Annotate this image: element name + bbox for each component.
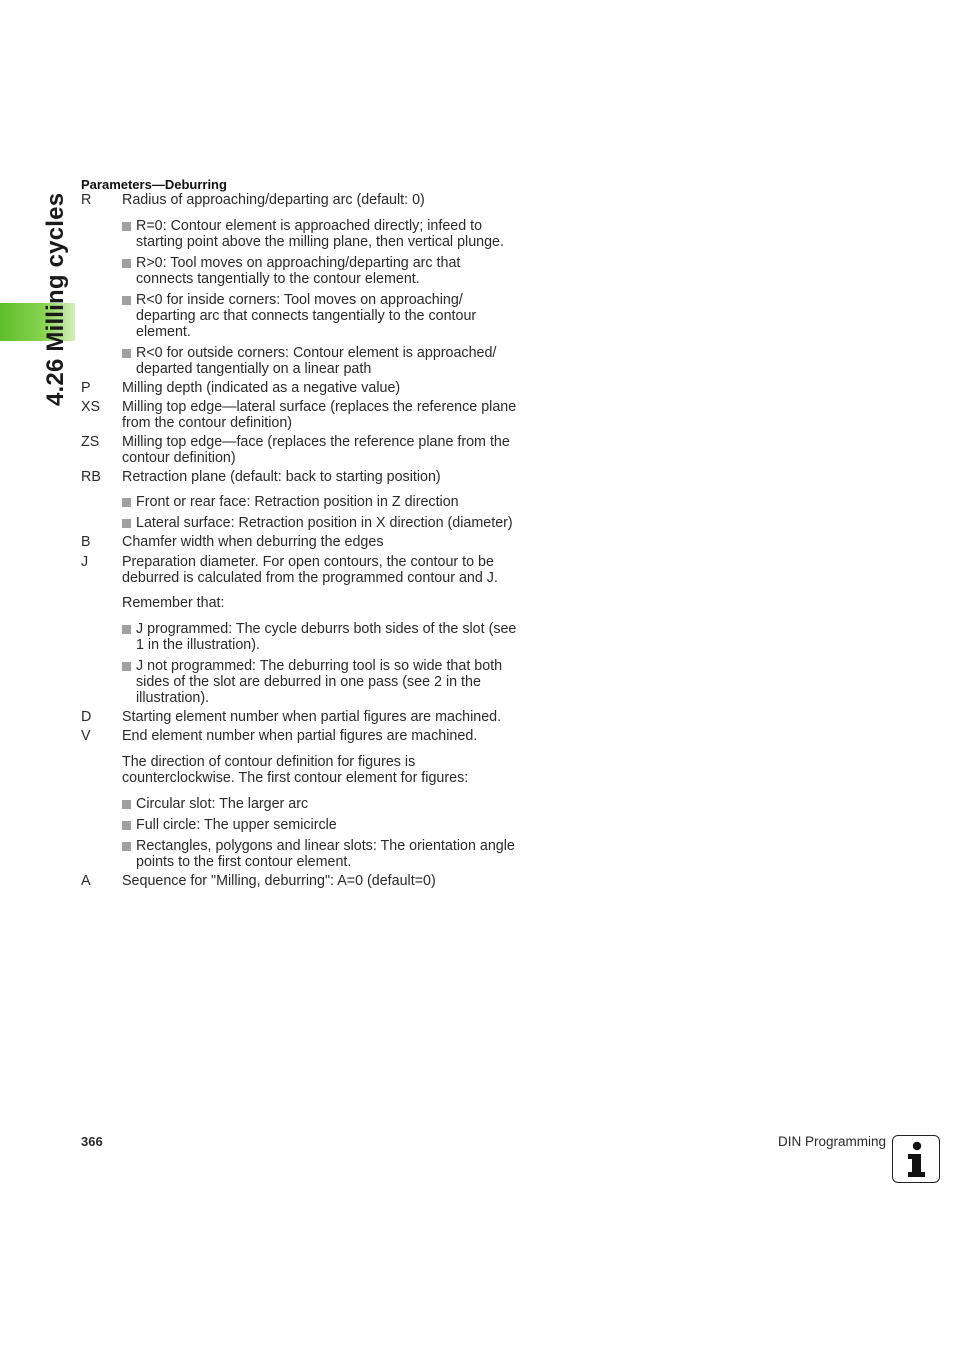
param-v-bullets — [122, 796, 521, 870]
list-item: R<0 for inside corners: Tool moves on approaching/ departing arc that connects tangentially to the contour element. — [122, 292, 521, 340]
param-key: A — [81, 873, 91, 889]
bullet-square-icon — [122, 222, 131, 231]
param-desc: Sequence for "Milling, deburring": A=0 (default=0) — [122, 873, 436, 889]
param-j-note: Remember that: — [122, 595, 225, 611]
param-a — [81, 873, 521, 889]
bullet-square-icon — [122, 259, 131, 268]
param-desc: Retraction plane (default: back to starting position) — [122, 469, 441, 485]
param-r-bullets — [122, 218, 521, 377]
page-number: 366 — [81, 1134, 103, 1149]
list-item: R<0 for outside corners: Contour element is approached/ departed tangentially on a linear path — [122, 345, 521, 377]
param-rb — [81, 469, 521, 485]
list-item: Lateral surface: Retraction position in X direction (diameter) — [122, 515, 521, 531]
bullet-square-icon — [122, 498, 131, 507]
list-item: R=0: Contour element is approached directly; infeed to starting point above the milling plane, then vertical plunge. — [122, 218, 521, 250]
list-item: J programmed: The cycle deburrs both sides of the slot (see 1 in the illustration). — [122, 621, 521, 653]
param-desc: Milling top edge—lateral surface (replaces the reference plane from the contour definition) — [122, 399, 517, 431]
chapter-side-title: 4.26 Milling cycles — [42, 192, 69, 406]
list-item: Front or rear face: Retraction position in Z direction — [122, 494, 521, 510]
param-j — [81, 554, 521, 586]
list-item: Circular slot: The larger arc — [122, 796, 521, 812]
bullet-square-icon — [122, 662, 131, 671]
param-p — [81, 380, 521, 396]
bullet-square-icon — [122, 800, 131, 809]
param-v-note: The direction of contour definition for figures is counterclockwise. The first contour element for figures: — [122, 754, 469, 786]
list-item: Rectangles, polygons and linear slots: The orientation angle points to the first contour element. — [122, 838, 521, 870]
param-rb-bullets — [122, 494, 521, 531]
info-icon — [892, 1135, 940, 1183]
param-desc: Starting element number when partial figures are machined. — [122, 709, 502, 725]
param-key: D — [81, 709, 92, 725]
bullet-square-icon — [122, 519, 131, 528]
list-item: J not programmed: The deburring tool is so wide that both sides of the slot are deburred in one pass (see 2 in the illustration). — [122, 658, 521, 706]
bullet-square-icon — [122, 821, 131, 830]
param-desc: Milling depth (indicated as a negative value) — [122, 380, 401, 396]
param-desc: Milling top edge—face (replaces the reference plane from the contour definition) — [122, 434, 510, 466]
param-d — [81, 709, 521, 725]
list-item: R>0: Tool moves on approaching/departing arc that connects tangentially to the contour element. — [122, 255, 521, 287]
param-v — [81, 728, 521, 744]
param-j-bullets — [122, 621, 521, 706]
param-b — [81, 534, 521, 550]
section-heading: Parameters—Deburring — [81, 177, 227, 192]
param-key: B — [81, 534, 91, 550]
param-key: R — [81, 192, 92, 208]
book-title: DIN Programming — [777, 1134, 886, 1149]
param-xs — [81, 399, 521, 431]
bullet-square-icon — [122, 349, 131, 358]
list-item: Full circle: The upper semicircle — [122, 817, 521, 833]
bullet-square-icon — [122, 842, 131, 851]
param-key: J — [81, 554, 89, 570]
param-key: P — [81, 380, 91, 396]
param-zs — [81, 434, 521, 466]
bullet-square-icon — [122, 296, 131, 305]
bullet-square-icon — [122, 625, 131, 634]
param-key: ZS — [81, 434, 100, 450]
param-key: V — [81, 728, 91, 744]
param-desc: End element number when partial figures are machined. — [122, 728, 478, 744]
param-desc: Preparation diameter. For open contours, the contour to be deburred is calculated from the programmed contour and J. — [122, 554, 498, 586]
param-desc: Radius of approaching/departing arc (default: 0) — [122, 192, 425, 208]
param-r — [81, 192, 521, 208]
param-key: XS — [81, 399, 101, 415]
param-key: RB — [81, 469, 101, 485]
parameter-section — [81, 178, 521, 889]
param-desc: Chamfer width when deburring the edges — [122, 534, 384, 550]
